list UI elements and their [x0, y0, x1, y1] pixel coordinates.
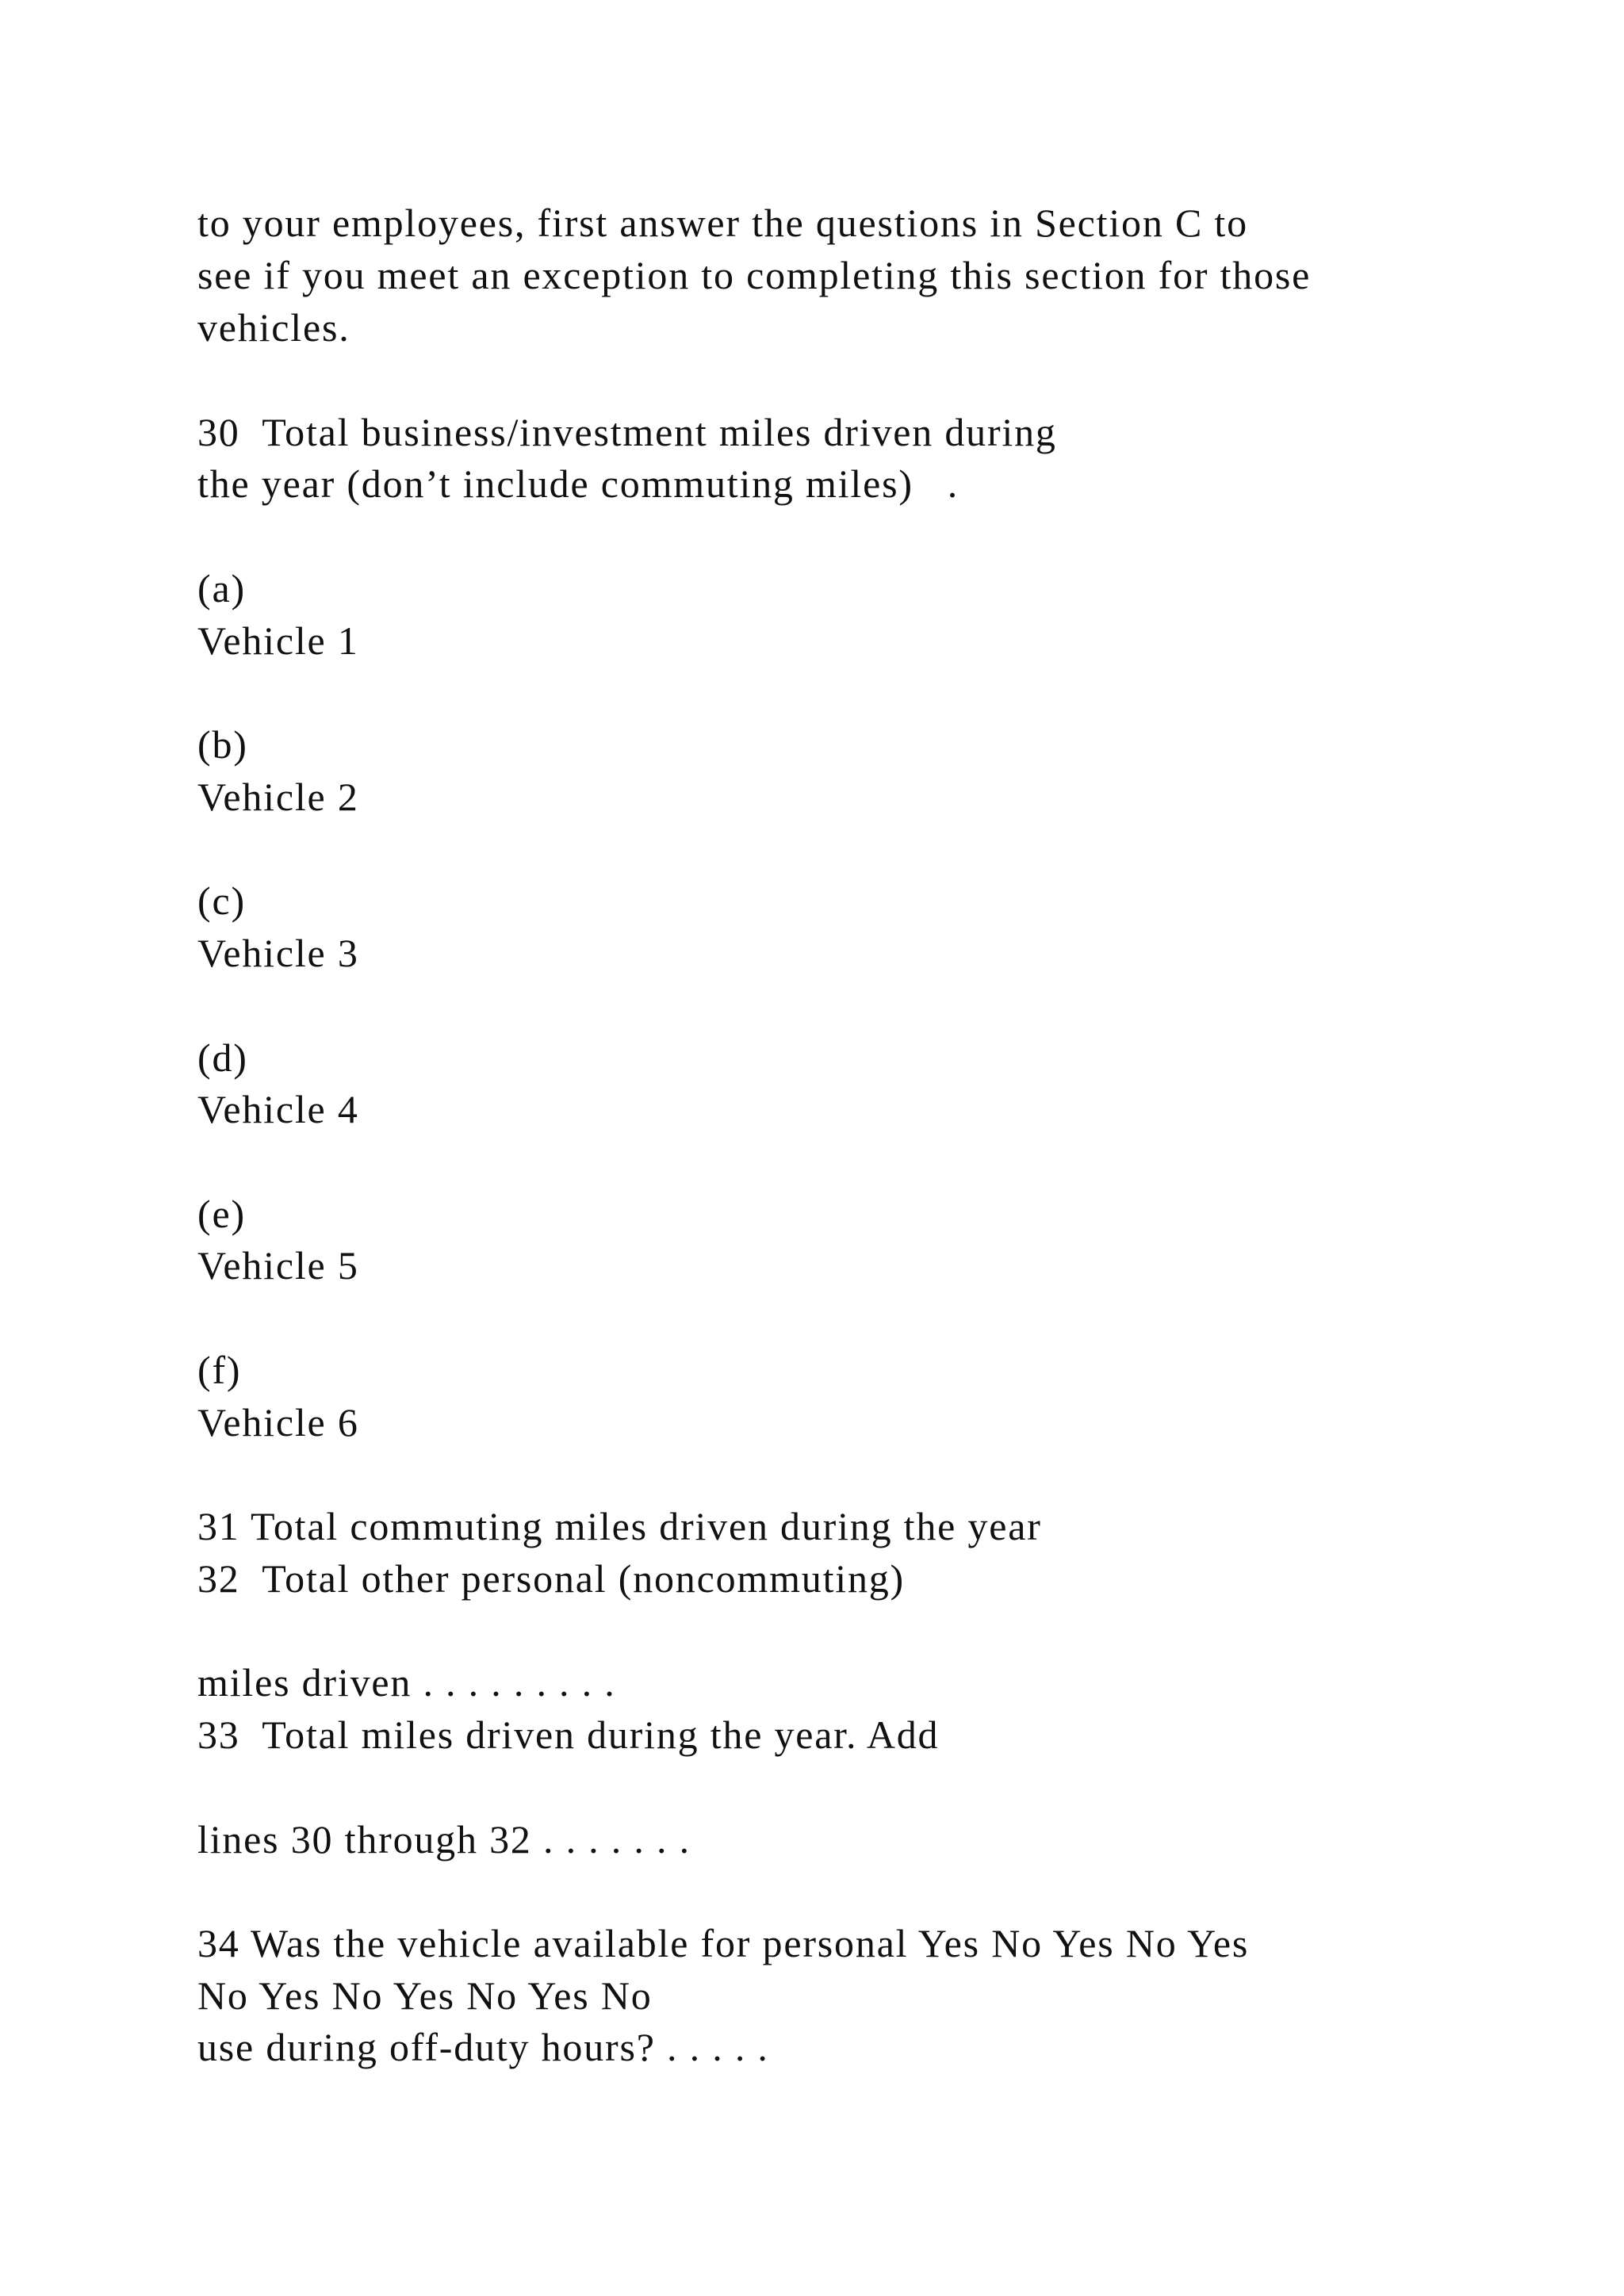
vehicle-a-label: Vehicle 1	[197, 618, 359, 663]
line-34-text-2: No Yes No Yes No Yes No	[197, 1973, 653, 2018]
vehicle-e-letter: (e)	[197, 1192, 246, 1236]
vehicle-b-letter: (b)	[197, 722, 248, 767]
vehicle-c-letter: (c)	[197, 878, 246, 923]
line-31-text: 31 Total commuting miles driven during the year	[197, 1504, 1042, 1548]
vehicle-e-label: Vehicle 5	[197, 1243, 359, 1288]
intro-line-2: see if you meet an exception to completing this section for those	[197, 253, 1312, 297]
vehicle-f-label: Vehicle 6	[197, 1400, 359, 1445]
line-34-text-3: use during off-duty hours? . . . . .	[197, 2025, 769, 2069]
line-32-text-1: 32 Total other personal (noncommuting)	[197, 1556, 906, 1601]
line-34-text-1: 34 Was the vehicle available for personal Yes No Yes No Yes	[197, 1921, 1250, 1965]
vehicle-c-label: Vehicle 3	[197, 931, 359, 975]
intro-line-1: to your employees, first answer the questions in Section C to	[197, 201, 1248, 245]
vehicle-a-letter: (a)	[197, 566, 246, 610]
line-30-text-1: 30 Total business/investment miles driven during	[197, 410, 1057, 454]
intro-line-3: vehicles.	[197, 305, 350, 350]
line-32-text-2: miles driven . . . . . . . . .	[197, 1660, 616, 1705]
vehicle-f-letter: (f)	[197, 1348, 242, 1392]
line-33-text-2: lines 30 through 32 . . . . . . .	[197, 1817, 691, 1862]
vehicle-b-label: Vehicle 2	[197, 775, 359, 819]
vehicle-d-label: Vehicle 4	[197, 1087, 359, 1131]
vehicle-d-letter: (d)	[197, 1035, 248, 1080]
line-33-text-1: 33 Total miles driven during the year. Add	[197, 1712, 940, 1757]
line-30-text-2: the year (don’t include commuting miles) .	[197, 461, 959, 506]
